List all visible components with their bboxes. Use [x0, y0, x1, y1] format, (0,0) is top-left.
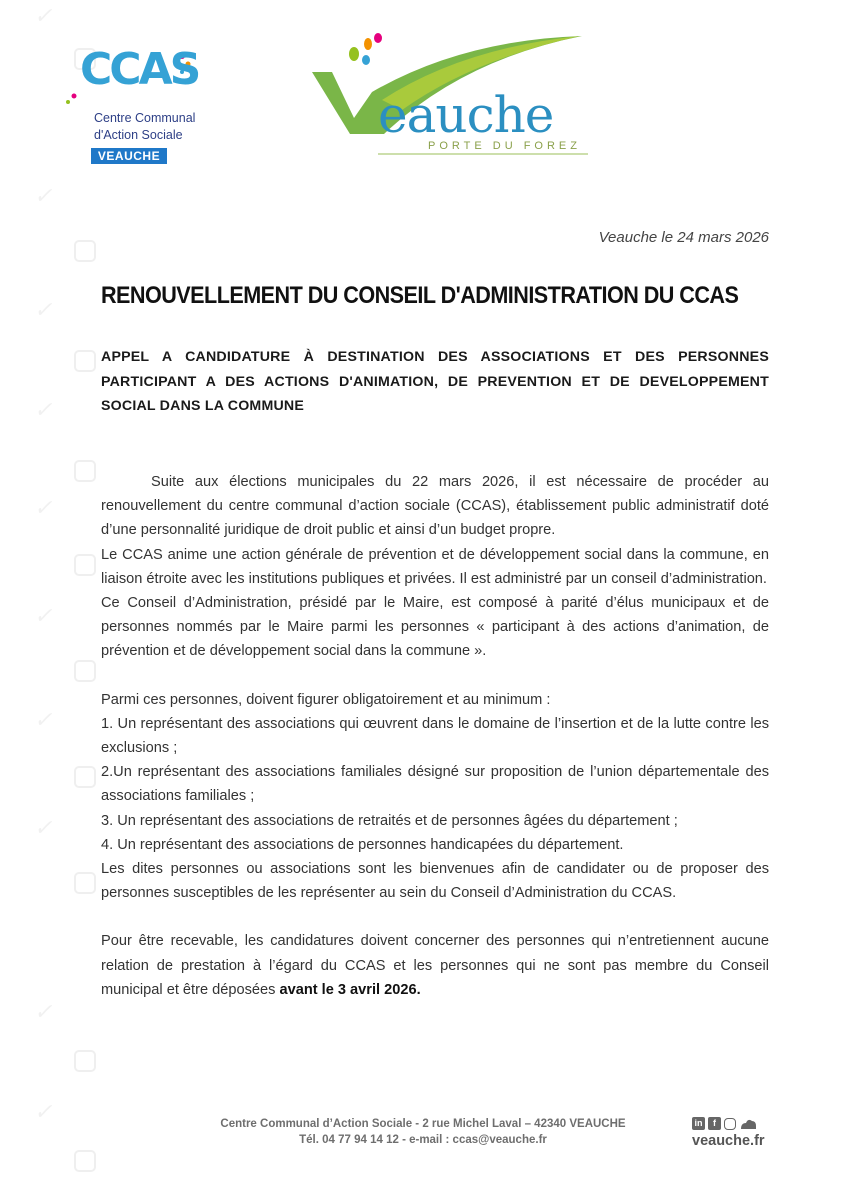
list-item: 3. Un représentant des associations de retraités et de personnes âgées du département ; — [101, 812, 678, 829]
cloud-icon[interactable] — [739, 1117, 757, 1130]
watermark-logo: ✓ — [34, 1100, 53, 1125]
ccas-letters: CCAS — [80, 44, 199, 95]
list-item: 1. Un représentant des associations qui œuvrent dans le domaine de l’insertion et de la lutte contre les exclusions ; — [101, 715, 769, 757]
paragraph-intro: Suite aux élections municipales du 22 mars 2026, il est nécessaire de procéder au renouvellement du centre communal d’action sociale (CCAS), établissement public administratif doté d’une personnalité juridique de droit public et ainsi d’un budget propre. — [101, 474, 769, 539]
watermark-logo: ✓ — [34, 184, 53, 209]
document-body — [101, 470, 769, 1002]
watermark-strip — [0, 0, 110, 1200]
watermark-icon — [74, 872, 96, 894]
watermark-icon — [74, 350, 96, 372]
veauche-tagline: PORTE DU FOREZ — [428, 140, 581, 152]
document-date: Veauche le 24 mars 2026 — [598, 229, 769, 246]
footer-address — [180, 1116, 666, 1148]
ccas-line-2: d'Action Sociale — [94, 128, 183, 142]
watermark-icon — [74, 554, 96, 576]
watermark-icon — [74, 1150, 96, 1172]
watermark-logo: ✓ — [34, 496, 53, 521]
linkedin-icon[interactable]: in — [692, 1117, 705, 1130]
document-title: RENOUVELLEMENT DU CONSEIL D'ADMINISTRATION DU CCAS — [101, 282, 739, 309]
veauche-logo — [312, 30, 592, 162]
ccas-logo — [64, 44, 199, 168]
website-link[interactable]: veauche.fr — [692, 1133, 765, 1149]
instagram-icon[interactable] — [724, 1118, 736, 1130]
deadline-text: avant le 3 avril 2026. — [279, 981, 421, 998]
document-subtitle: APPEL A CANDIDATURE À DESTINATION DES ASSOCIATIONS ET DES PERSONNES PARTICIPANT A DES ACTIONS D'ANIMATION, DE PREVENTION ET DE DEVELOPPEMENT SOCIAL DANS LA COMMUNE — [101, 349, 769, 414]
veauche-wordmark: eauche — [378, 86, 554, 144]
watermark-logo: ✓ — [34, 1000, 53, 1025]
watermark-icon — [74, 766, 96, 788]
watermark-logo: ✓ — [34, 604, 53, 629]
footer-line-1: Centre Communal d’Action Sociale - 2 rue Michel Laval – 42340 VEAUCHE — [220, 1118, 626, 1130]
list-item: 2.Un représentant des associations familiales désigné sur proposition de l’union départementale des associations familiales ; — [101, 764, 769, 805]
paragraph-role: Le CCAS anime une action générale de prévention et de développement social dans la commune, en liaison étroite avec les institutions publiques et privées. Il est administré par un conseil d’administration. — [101, 546, 769, 587]
watermark-icon — [74, 1050, 96, 1072]
conditions-text: Pour être recevable, les candidatures doivent concerner des personnes qui n’entretiennent aucune relation de prestation à l’égard du CCAS et les personnes qui ne sont pas membre du Conseil municipal et être déposées — [101, 933, 769, 998]
footer-line-2: Tél. 04 77 94 14 12 - e-mail : ccas@veauche.fr — [299, 1134, 547, 1146]
watermark-icon — [74, 460, 96, 482]
watermark-logo: ✓ — [34, 708, 53, 733]
ccas-line-1: Centre Communal — [94, 111, 196, 125]
watermark-logo: ✓ — [34, 398, 53, 423]
paragraph-candidates: Les dites personnes ou associations sont les bienvenues afin de candidater ou de proposer des personnes susceptibles de les représenter au sein du Conseil d’Administration du CCAS. — [101, 861, 769, 902]
footer-social — [692, 1117, 782, 1149]
facebook-icon[interactable]: f — [708, 1117, 721, 1130]
watermark-logo: ✓ — [34, 816, 53, 841]
list-item: 4. Un représentant des associations de personnes handicapées du département. — [101, 836, 624, 853]
watermark-logo: ✓ — [34, 298, 53, 323]
paragraph-members-intro: Parmi ces personnes, doivent figurer obligatoirement et au minimum : — [101, 691, 551, 708]
watermark-logo: ✓ — [34, 4, 53, 29]
paragraph-conditions — [101, 929, 769, 1002]
watermark-icon — [74, 240, 96, 262]
watermark-icon — [74, 660, 96, 682]
ccas-city-badge: VEAUCHE — [91, 148, 167, 164]
paragraph-council: Ce Conseil d’Administration, présidé par le Maire, est composé à parité d’élus municipaux et de personnes nommés par le Maire parmi les personnes « participant à des actions d’animation, de prévention et de développement social dans la commune ». — [101, 595, 769, 660]
